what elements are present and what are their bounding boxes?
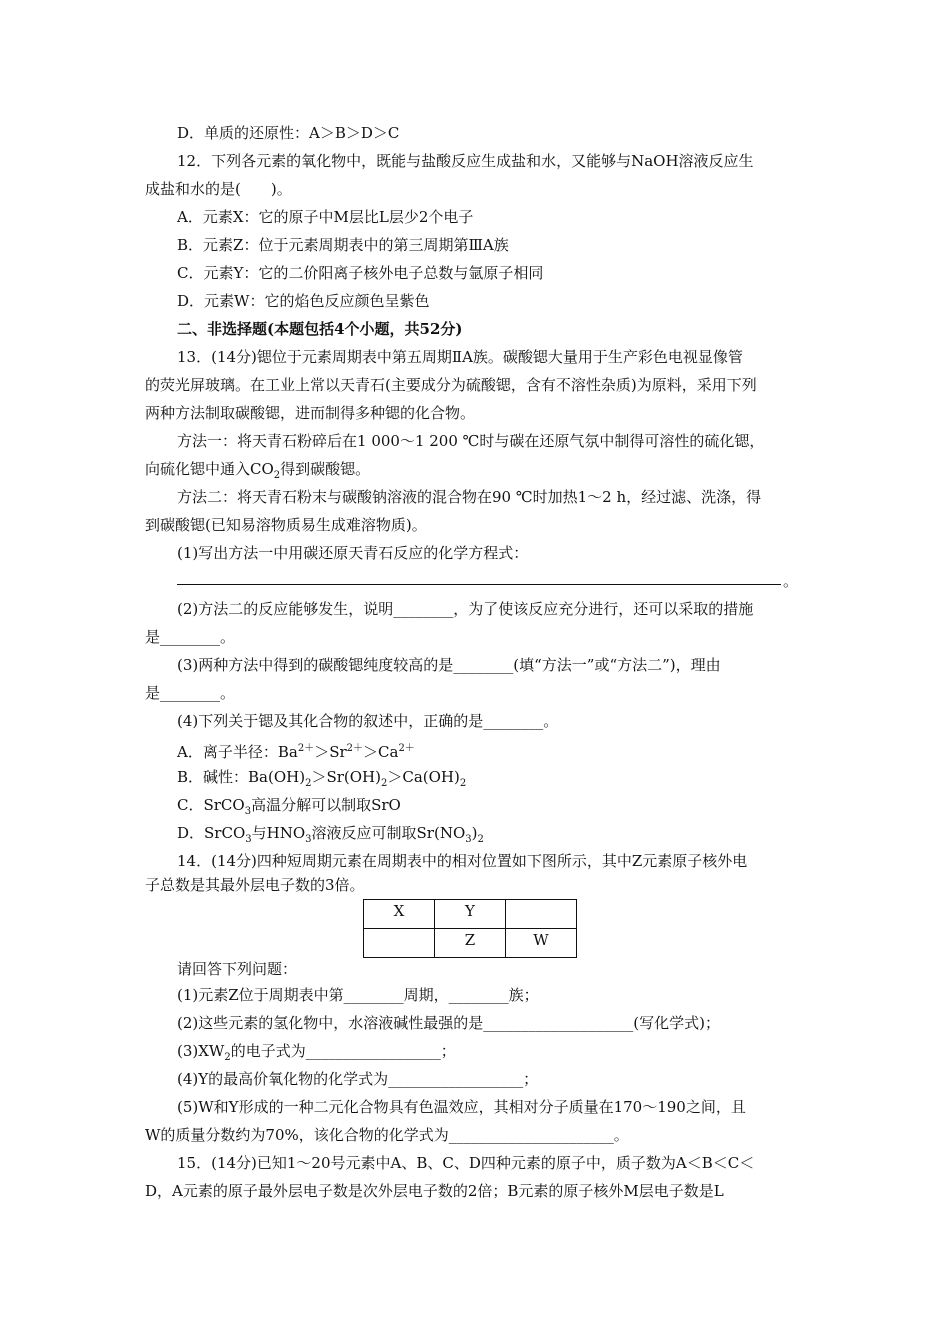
answer-line <box>177 584 781 585</box>
table-row <box>364 900 577 929</box>
q12-option-d: D．元素W：它的焰色反应颜色呈紫色 <box>177 292 430 310</box>
q12-option-b: B．元素Z：位于元素周期表中的第三周期第ⅢA族 <box>177 236 509 254</box>
q13-part3: (3)两种方法中得到的碳酸锶纯度较高的是________(填“方法一”或“方法二”)，理由 <box>177 656 721 674</box>
table-cell <box>364 929 435 958</box>
table-cell: Z <box>435 929 506 958</box>
q13-part1: (1)写出方法一中用碳还原天青石反应的化学方程式： <box>177 544 529 562</box>
q12-stem: 12．下列各元素的氧化物中，既能与盐酸反应生成盐和水，又能够与NaOH溶液反应生 <box>177 152 754 170</box>
q13-option-a: A．离子半径：$Ba^{2+}>Sr^{2+}>Ca^{2+}$ <box>177 743 415 761</box>
answer-line-period: 。 <box>783 572 799 590</box>
table-cell: X <box>364 900 435 929</box>
q14-part1: (1)元素Z位于周期表中第________周期，________族； <box>177 986 539 1004</box>
q13-part2-cont: 是________。 <box>145 628 236 646</box>
q15-stem: 15．(14分)已知1～20号元素中A、B、C、D四种元素的原子中，质子数为A＜B＜C＜ <box>177 1154 755 1172</box>
q14-part4: (4)Y的最高价氧化物的化学式为__________________； <box>177 1070 539 1088</box>
q13-stem: 13．(14分)锶位于元素周期表中第五周期ⅡA族。碳酸锶大量用于生产彩色电视显像管 <box>177 348 743 366</box>
q13-option-b: B．碱性：$Ba(OH)_2>Sr(OH)_2>Ca(OH)_2$ <box>177 768 467 789</box>
q13-method1-cont: 向硫化锶中通入$CO_2$得到碳酸锶。 <box>145 460 371 481</box>
q15-stem-cont: D，A元素的原子最外层电子数是次外层电子数的2倍；B元素的原子核外M层电子数是L <box>145 1182 724 1200</box>
table-row <box>364 929 577 958</box>
q14-part5: (5)W和Y形成的一种二元化合物具有色温效应，其相对分子质量在170～190之间，且 <box>177 1098 746 1116</box>
q12-option-a: A．元素X：它的原子中M层比L层少2个电子 <box>177 208 474 226</box>
q12-stem-cont: 成盐和水的是( )。 <box>145 180 292 198</box>
option-d-11: D．单质的还原性：A＞B＞D＞C <box>177 124 400 142</box>
section-heading: 二、非选择题(本题包括4个小题，共52分) <box>177 320 463 338</box>
table-cell <box>506 900 577 929</box>
q13-part3-cont: 是________。 <box>145 684 236 702</box>
q12-option-c: C．元素Y：它的二价阳离子核外电子总数与氩原子相同 <box>177 264 544 282</box>
q14-part3: $(3)XW_2$的电子式为__________________； <box>177 1042 456 1063</box>
q14-stem-cont: 子总数是其最外层电子数的3倍。 <box>145 876 365 894</box>
q13-part4: (4)下列关于锶及其化合物的叙述中，正确的是________。 <box>177 712 559 730</box>
periodic-position-table <box>363 899 577 958</box>
q13-option-c: C．SrCO$_3$高温分解可以制取SrO <box>177 796 401 817</box>
table-cell: W <box>506 929 577 958</box>
q14-stem: 14．(14分)四种短周期元素在周期表中的相对位置如下图所示，其中Z元素原子核外电 <box>177 852 748 870</box>
q13-option-d: D．SrCO$_3$与$HNO_3$溶液反应可制取$Sr(NO_3)_2$ <box>177 824 484 845</box>
q14-part2: (2)这些元素的氢化物中，水溶液碱性最强的是____________________(写化学式)； <box>177 1014 720 1032</box>
q13-method2-cont: 到碳酸锶(已知易溶物质易生成难溶物质)。 <box>145 516 427 534</box>
q13-part2: (2)方法二的反应能够发生，说明________，为了使该反应充分进行，还可以采取的措施 <box>177 600 754 618</box>
q14-part5-cont: W的质量分数约为70%，该化合物的化学式为______________________。 <box>145 1126 629 1144</box>
q13-stem-cont2: 两种方法制取碳酸锶，进而制得多种锶的化合物。 <box>145 404 476 422</box>
q13-method1: 方法一：将天青石粉碎后在1 000～1 200 ℃时与碳在还原气氛中制得可溶性的硫化锶， <box>177 432 765 450</box>
table-cell: Y <box>435 900 506 929</box>
q13-stem-cont1: 的荧光屏玻璃。在工业上常以天青石(主要成分为硫酸锶，含有不溶性杂质)为原料，采用下列 <box>145 376 757 394</box>
q14-prompt: 请回答下列问题： <box>177 960 298 978</box>
q13-method2: 方法二：将天青石粉末与碳酸钠溶液的混合物在90 ℃时加热1～2 h，经过滤、洗涤，得 <box>177 488 762 506</box>
